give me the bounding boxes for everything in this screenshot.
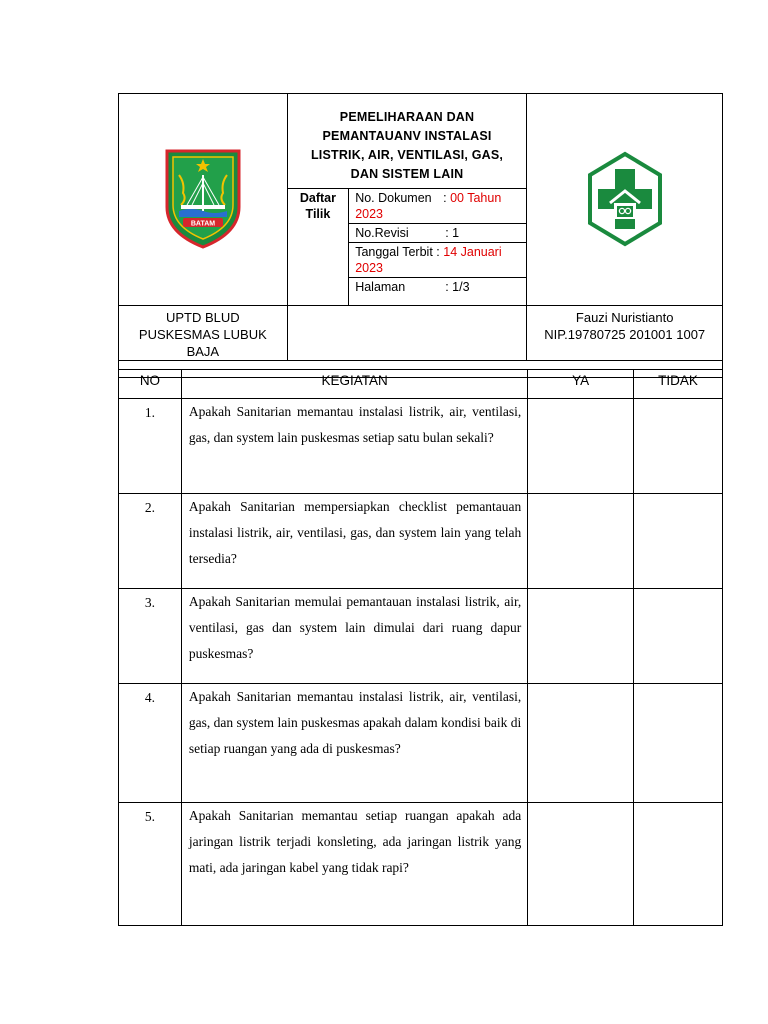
title-line: DAN SISTEM LAIN: [350, 167, 464, 181]
meta-sep: :: [445, 226, 449, 240]
meta-row-halaman: [349, 278, 527, 305]
column-header-tidak: TIDAK: [634, 370, 723, 399]
table-row: [119, 399, 723, 494]
row-question: Apakah Sanitarian memulai pemantauan instalasi listrik, air, ventilasi, gas dan system lain dimulai dari ruang dapur puskesmas?: [181, 589, 527, 684]
meta-sep: :: [436, 245, 440, 259]
org-line: PUSKESMAS LUBUK: [138, 326, 267, 342]
row-question: Apakah Sanitarian memantau instalasi listrik, air, ventilasi, gas, dan system lain puskesmas setiap satu bulan sekali?: [181, 399, 527, 494]
meta-row-revisi: [349, 224, 527, 243]
meta-label: Halaman: [355, 280, 406, 294]
puskesmas-logo-icon: [586, 151, 664, 247]
emblem-text: BATAM: [190, 220, 215, 228]
signer-name: Fauzi Nuristianto: [575, 309, 674, 325]
table-row: [119, 684, 723, 803]
meta-sep: :: [443, 191, 447, 205]
column-header-ya: YA: [528, 370, 634, 399]
meta-label: No. Dokumen: [355, 191, 432, 205]
meta-sep: :: [445, 280, 449, 294]
row-question: Apakah Sanitarian mempersiapkan checklist pemantauan instalasi listrik, air, ventilasi, gas, dan system lain yang telah tersedia?: [181, 494, 527, 589]
org-line: BAJA: [186, 343, 220, 359]
row-number: 4.: [119, 684, 182, 803]
ya-checkbox-cell[interactable]: [528, 803, 634, 926]
org-line: UPTD BLUD: [166, 309, 240, 325]
row-question: Apakah Sanitarian memantau setiap ruangan apakah ada jaringan listrik terjadi konsleting, ada jaringan listrik yang mati, ada jaringan kabel yang tidak rapi?: [181, 803, 527, 926]
meta-label: No.Revisi: [355, 226, 409, 240]
ya-checkbox-cell[interactable]: [528, 589, 634, 684]
batam-city-emblem-icon: [165, 149, 241, 249]
row-number: 1.: [119, 399, 182, 494]
title-line: LISTRIK, AIR, VENTILASI, GAS,: [310, 148, 504, 162]
column-header-no: NO: [119, 370, 182, 399]
daftar-word: Daftar: [299, 191, 336, 205]
tilik-word: Tilik: [305, 207, 331, 221]
daftar-tilik-label: [288, 189, 349, 305]
empty-middle-cell: [287, 305, 527, 360]
ya-checkbox-cell[interactable]: [528, 399, 634, 494]
meta-row-tanggal: [349, 243, 527, 278]
table-row: [119, 803, 723, 926]
tidak-checkbox-cell[interactable]: [634, 803, 723, 926]
ya-checkbox-cell[interactable]: [528, 684, 634, 803]
title-meta-cell: [287, 94, 527, 306]
ya-checkbox-cell[interactable]: [528, 494, 634, 589]
meta-value: 00 Tahun 2023: [355, 191, 502, 221]
meta-value: 14 Januari 2023: [355, 245, 502, 275]
document-title: [288, 94, 527, 184]
row-number: 2.: [119, 494, 182, 589]
city-logo-cell: [119, 94, 288, 306]
table-row: [119, 589, 723, 684]
meta-value: 1/3: [452, 280, 470, 294]
signer-nip: NIP.19780725 201001 1007: [544, 326, 706, 342]
column-header-kegiatan: KEGIATAN: [181, 370, 527, 399]
tidak-checkbox-cell[interactable]: [634, 494, 723, 589]
checklist-table: [118, 369, 723, 926]
tidak-checkbox-cell[interactable]: [634, 589, 723, 684]
table-row: [119, 494, 723, 589]
row-number: 3.: [119, 589, 182, 684]
document-meta-table: [288, 188, 527, 305]
title-line: PEMANTAUANV INSTALASI: [322, 129, 492, 143]
health-logo-cell: [527, 94, 723, 306]
tidak-checkbox-cell[interactable]: [634, 684, 723, 803]
row-number: 5.: [119, 803, 182, 926]
meta-label: Tanggal Terbit: [355, 245, 433, 259]
meta-value: 1: [452, 226, 460, 240]
tidak-checkbox-cell[interactable]: [634, 399, 723, 494]
signer-info: [527, 305, 723, 360]
row-question: Apakah Sanitarian memantau instalasi listrik, air, ventilasi, gas, dan system lain puskesmas apakah dalam kondisi baik di setiap ruangan yang ada di puskesmas?: [181, 684, 527, 803]
organization-name: [119, 305, 288, 360]
title-line: PEMELIHARAAN DAN: [339, 110, 475, 124]
meta-row-dokumen: [349, 189, 527, 224]
document-header-table: [118, 93, 723, 378]
